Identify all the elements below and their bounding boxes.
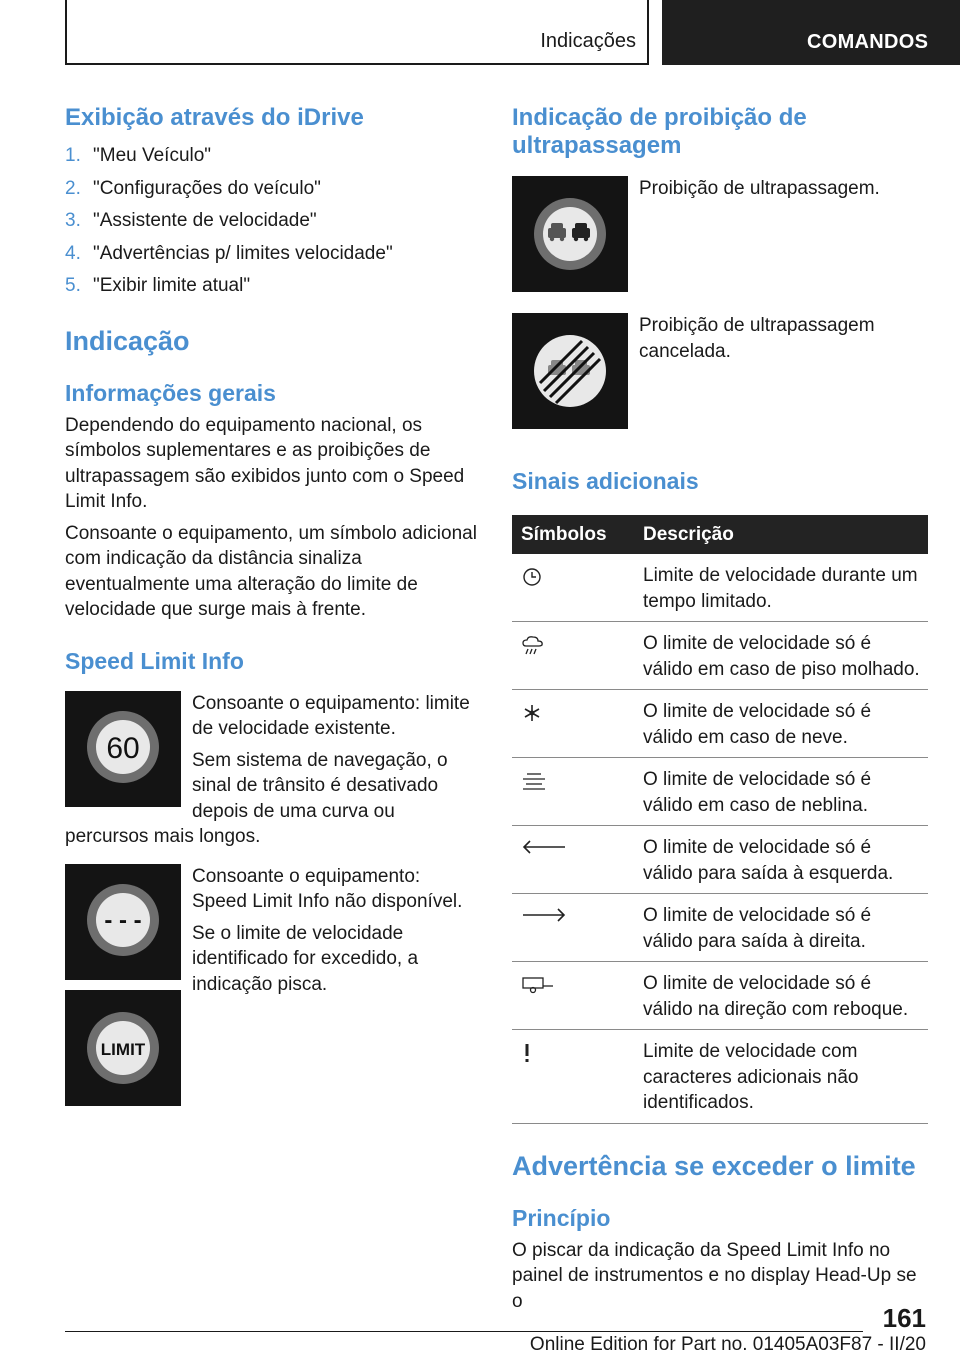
info-paragraph-1: Dependendo do equipamento nacional, os símbolos suplementares e as proibições de ultrapassagem são exibidos junto com o Speed Limit Info. xyxy=(65,414,465,512)
sli-block-2 xyxy=(65,864,480,1106)
description-cell: Limite de velocidade com caracteres adicionais não identificados. xyxy=(634,1030,928,1124)
limit-sign-icon xyxy=(65,990,181,1106)
additional-signs-table xyxy=(512,515,928,1124)
overtaking-cancelled-sign-image xyxy=(512,313,628,429)
speed-limit-unavailable-sign-image xyxy=(65,864,181,980)
left-column xyxy=(65,100,480,1106)
step-number: 5. xyxy=(65,275,81,296)
description-cell: Limite de velocidade durante um tempo limitado. xyxy=(634,554,928,622)
symbol-cell xyxy=(512,894,634,962)
speed-limit-exceeded-sign-image xyxy=(65,990,181,1106)
overtake-heading: Indicação de proibição de ultrapassagem xyxy=(512,104,807,159)
list-item xyxy=(65,140,480,173)
symbol-cell xyxy=(512,554,634,622)
idrive-heading: Exibição através do iDrive xyxy=(65,104,364,131)
step-text: "Assistente de velocidade" xyxy=(93,210,317,231)
sli-paragraph-2: Sem sistema de navegação, o sinal de trânsito é desativado depois de uma curva ou percursos mais longos. xyxy=(65,749,448,847)
sli-block-1 xyxy=(65,691,480,850)
list-item xyxy=(65,270,480,303)
sign-60-label: 60 xyxy=(106,731,140,765)
step-number: 1. xyxy=(65,145,81,166)
table-row xyxy=(512,622,928,690)
sli-paragraph-4: Se o limite de velocidade identificado for excedido, a indicação pisca. xyxy=(192,922,419,995)
page-number: 161 xyxy=(882,1303,926,1333)
info-paragraph-2: Consoante o equipamento, um símbolo adicional com indicação da distância sinaliza eventualmente uma alteração do limite de velocidade que surge mais à frente. xyxy=(65,522,477,620)
snowflake-icon xyxy=(521,703,543,723)
principle-paragraph: O piscar da indicação da Speed Limit Info no painel de instrumentos e no display Head-Up se o xyxy=(512,1239,917,1312)
arrow-right-icon xyxy=(521,907,567,923)
symbol-cell xyxy=(512,962,634,1030)
no-overtaking-sign-image xyxy=(512,176,628,292)
table-row xyxy=(512,690,928,758)
sli-paragraph-1: Consoante o equipamento: limite de velocidade existente. xyxy=(192,692,470,739)
indicacao-heading: Indicação xyxy=(65,325,190,356)
idrive-steps-list xyxy=(65,140,480,303)
symbol-cell xyxy=(512,622,634,690)
description-cell: O limite de velocidade só é válido em caso de piso molhado. xyxy=(634,622,928,690)
table-row xyxy=(512,758,928,826)
step-number: 3. xyxy=(65,210,81,231)
rain-cloud-icon xyxy=(521,635,545,657)
fog-icon xyxy=(521,771,547,793)
symbol-cell xyxy=(512,690,634,758)
step-text: "Exibir limite atual" xyxy=(93,275,251,296)
sign-limit-label: LIMIT xyxy=(100,1039,146,1059)
table-row xyxy=(512,894,928,962)
exclamation-icon xyxy=(521,1043,533,1063)
overtake-paragraph-1: Proibição de ultrapassagem. xyxy=(639,178,880,199)
table-row xyxy=(512,962,928,1030)
speed-limit-60-sign-image xyxy=(65,691,181,807)
info-heading: Informações gerais xyxy=(65,379,276,406)
speed-limit-info-heading: Speed Limit Info xyxy=(65,647,244,674)
list-item xyxy=(65,173,480,206)
step-text: "Advertências p/ limites velocidade" xyxy=(93,242,393,264)
clock-icon xyxy=(521,567,543,587)
symbol-cell xyxy=(512,1030,634,1124)
trailer-icon xyxy=(521,975,555,995)
list-item xyxy=(65,205,480,238)
description-cell: O limite de velocidade só é válido para saída à esquerda. xyxy=(634,826,928,894)
dashes-sign-icon xyxy=(65,864,181,980)
sli-paragraph-3: Consoante o equipamento: Speed Limit Info não disponível. xyxy=(192,865,463,912)
step-text: "Meu Veículo" xyxy=(93,145,212,166)
symbol-cell xyxy=(512,826,634,894)
overtake-block-1 xyxy=(512,176,928,302)
overtake-block-2 xyxy=(512,313,928,439)
footer-divider xyxy=(65,1331,863,1332)
speed-limit-60-icon xyxy=(65,691,181,807)
column-header-symbols: Símbolos xyxy=(512,515,634,554)
description-cell: O limite de velocidade só é válido em caso de neve. xyxy=(634,690,928,758)
step-text: "Configurações do veículo" xyxy=(93,177,321,199)
no-overtaking-icon xyxy=(512,176,628,292)
warning-heading: Advertência se exceder o limite xyxy=(512,1150,916,1181)
additional-signs-heading: Sinais adicionais xyxy=(512,468,699,494)
description-cell: O limite de velocidade só é válido para saída à direita. xyxy=(634,894,928,962)
table-row xyxy=(512,554,928,622)
edition-text: Online Edition for Part no. 01405A03F87 - II/20 xyxy=(529,1334,926,1355)
table-header-row xyxy=(512,515,928,554)
principle-heading: Princípio xyxy=(512,1204,611,1231)
right-column xyxy=(512,100,928,1314)
table-row xyxy=(512,1030,928,1124)
header-chapter-label: COMANDOS xyxy=(807,31,929,53)
description-cell: O limite de velocidade só é válido na direção com reboque. xyxy=(634,962,928,1030)
description-cell: O limite de velocidade só é válido em caso de neblina. xyxy=(634,758,928,826)
overtake-paragraph-2: Proibição de ultrapassagem cancelada. xyxy=(639,315,875,362)
list-item xyxy=(65,238,480,271)
symbol-cell xyxy=(512,758,634,826)
overtaking-cancelled-icon xyxy=(512,313,628,429)
sign-dash-label: - - - xyxy=(104,906,142,934)
step-number: 4. xyxy=(65,242,81,264)
header-section-title: Indicações xyxy=(540,30,636,52)
step-number: 2. xyxy=(65,177,81,199)
header-chapter-tab[interactable] xyxy=(662,0,960,65)
table-row xyxy=(512,826,928,894)
unavailable-signs xyxy=(65,864,181,1106)
column-header-description: Descrição xyxy=(634,515,928,554)
arrow-left-icon xyxy=(521,839,567,855)
